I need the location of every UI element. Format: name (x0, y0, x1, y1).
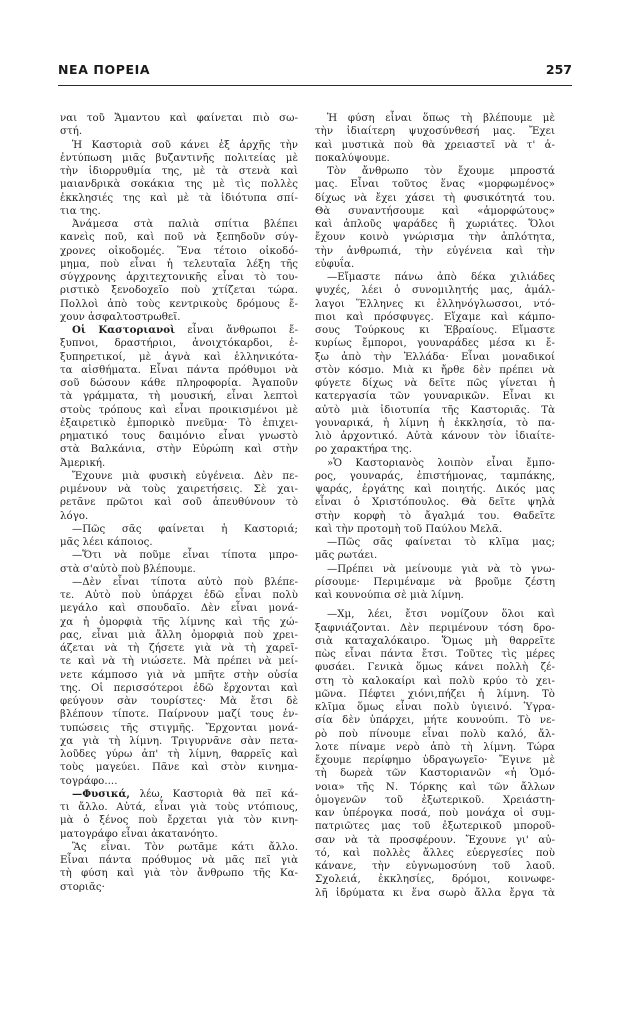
text-line: —Εἴμαστε πάνω ἀπὸ δέκα χιλιάδες (327, 272, 555, 283)
text-line: χα γιὰ τὴ λίμνη. Τριγυρνᾶνε σὰν πετα- (60, 735, 298, 747)
text-line: τε. Αὐτὸ ποὺ ὑπάρχει ἐδῶ εἶναι πολὺ (60, 590, 298, 601)
text-line: —Φυσικά, λέω, Καστοριὰ θὰ πεῖ κά- (72, 787, 298, 800)
text-line: τοὺς μαγεύει. Πᾶνε καὶ στὸν κινημα- (60, 762, 298, 774)
text-line: καὶ κουνούπια σὲ μιὰ λίμνη. (315, 590, 464, 601)
text-line: κάνανε, τὴν εὐγνωμοσύνη τοῦ λαοῦ. (315, 861, 555, 872)
text-line: εὐφυΐα. (315, 258, 355, 270)
text-line: χουν ἀσφαλτοστρωθεῖ. (60, 311, 181, 323)
text-line: τὴν ἰδιαίτερη ψυχοσύνθεσή μας. Ἔχει (315, 126, 555, 138)
text-line: λόγο. (60, 510, 89, 522)
text-line: δίχως νὰ ἔχει χάσει τὴ φυσικότητά του. (315, 192, 555, 204)
text-line: στὰ σ'αὐτὸ ποὺ βλέπουμε. (60, 563, 196, 575)
text-line: Ἡ φύση εἶναι ὅπως τὴ βλέπουμε μὲ (327, 113, 555, 124)
text-line: ρας, εἶναι μιὰ ἄλλη ὀμορφιὰ ποὺ χρει- (60, 629, 298, 641)
text-line: κλῖμα ὅμως εἶναι πολὺ ὑγιεινό. Ὑγρα- (315, 702, 555, 713)
text-line: τογράφο.... (60, 775, 118, 787)
page-number: 257 (545, 62, 572, 77)
text-line: κανεὶς ποῦ, καὶ ποῦ νὰ ξεπηδοῦν σύγ- (60, 232, 298, 244)
text-line: τα αἰσθήματα. Εἶναι πάντα πρόθυμοι νὰ (60, 364, 298, 376)
text-line: Ἀμερική. (60, 457, 106, 469)
text-line: Ἀνάμεσα στὰ παλιὰ σπίτια βλέπει (72, 219, 298, 230)
text-line: —Δὲν εἶναι τίποτα αὐτὸ ποὺ βλέπε- (72, 576, 298, 588)
text-line: νοια» τῆς Ν. Τόρκης καὶ τῶν ἄλλων (315, 781, 555, 793)
text-line: στή. (60, 126, 83, 138)
text-line: ψαράς, ἐργάτης καὶ ποιητής. Δικός μας (315, 484, 555, 495)
text-line: ματογράφο εἶναι ἀκατανόητο. (60, 828, 218, 840)
text-line: αὐτὸ μιὰ ἰδιοτυπία τῆς Καστοριᾶς. Τὰ (315, 404, 555, 416)
text-line: μὰ ὁ ξένος ποὺ ἔρχεται γιὰ τὸν κινη- (60, 815, 298, 827)
running-header (58, 62, 572, 84)
text-line: λιὸ ἀρχοντικό. Αὐτὰ κάνουν τὸν ἰδιαίτε- (315, 431, 555, 442)
text-line: σοῦ δώσουν κάθε πληροφορία. Ἀγαποῦν (60, 378, 298, 389)
text-line: μᾶς λέει κάποιος. (60, 537, 153, 548)
text-line: ἔχουν κοινὸ γνώρισμα τὴν ἁπλότητα, (315, 232, 555, 244)
text-line: Ἔχουνε μιὰ φυσικὴ εὐγένεια. Δὲν πε- (72, 470, 298, 482)
text-line: ρο χαρακτήρα της. (315, 444, 413, 456)
text-line: ξω ἀπὸ τὴν Ἑλλάδα· Εἶναι μοναδικοί (315, 351, 555, 363)
text-line: ἐξαιρετικὸ ἐμπορικὸ πνεῦμα· Τὸ ἐπιχει- (60, 417, 298, 429)
bold-lead: Οἱ Καστοριανοὶ (72, 324, 176, 336)
bold-lead: —Φυσικά, (72, 787, 130, 800)
text-line: στὸν κόσμο. Μιὰ κι ἤρθε δὲν πρέπει νὰ (315, 364, 555, 376)
text-line: τὴ δωρεὰ τῶν Καστοριανῶν «ἡ Ὁμό- (315, 768, 555, 780)
text-line: φυσάει. Γενικὰ ὅμως κάνει πολλὴ ζέ- (315, 662, 555, 674)
text-line: —Πρέπει νὰ μείνουμε γιὰ νὰ τὸ γνω- (327, 563, 555, 575)
text-line: καν ὑπέρογκα ποσά, ποὺ μονάχα οἱ συμ- (315, 808, 555, 819)
text-line: ρὸ ποὺ πίνουμε εἶναι πολὺ καλό, ἄλ- (315, 728, 555, 740)
text-line: νετε κάμποσο γιὰ νὰ μπῆτε στὴν οὐσία (60, 669, 298, 681)
text-line: σύγχρονης ἀρχιτεχτονικῆς εἶναι τὸ του- (60, 272, 298, 283)
text-line: στοριᾶς· (60, 881, 105, 893)
text-line: εἶναι ὁ Χριστόπουλος. Θὰ δεῖτε ψηλὰ (315, 497, 555, 509)
left-column (60, 112, 298, 894)
text-line: άζεται νὰ τὴ ζήσετε γιὰ νὰ τὴ χαρεῖ- (60, 643, 298, 654)
text-line: Ἂς εἶναι. Τὸν ρωτᾶμε κάτι ἄλλο. (72, 841, 298, 853)
text-line: ἐντύπωση μιᾶς βυζαντινῆς πολιτείας μὲ (60, 152, 298, 164)
text-line: γουναρικά, ἡ λίμνη ἡ ἐκκλησία, τὸ πα- (315, 417, 555, 429)
text-line: Πολλοὶ ἀπὸ τοὺς κεντρικοὺς δρόμους ἔ- (60, 298, 298, 310)
text-line: ψυχές, λέει ὁ συνομιλητής μας, ἀμάλ- (315, 285, 555, 297)
text-line: ξαφνιάζονται. Δὲν περιμένουν τόση δρο- (315, 622, 555, 634)
text-line: ἔχουμε περίφημο ὑδραγωγεῖο· Ἔγινε μὲ (315, 755, 555, 766)
text-line: ρετᾶνε πρῶτοι καὶ σοῦ ἀπευθύνουν τὸ (60, 497, 298, 509)
text-line: πατριῶτες μας τοῦ ἐξωτερικοῦ μποροῦ- (315, 821, 555, 833)
text-line: Εἶναι πάντα πρόθυμος νὰ μᾶς πεῖ γιὰ (60, 855, 298, 866)
header-rule (58, 85, 572, 86)
text-line: ρηματικό τους δαιμόνιο εἶναι γνωστὸ (60, 431, 298, 442)
text-line: Τὸν ἄνθρωπο τὸν ἔχουμε μπροστά (327, 166, 555, 177)
text-line: στοὺς τρόπους καὶ εἶναι προικισμένοι μὲ (60, 404, 298, 416)
text-line: ὁμογενῶν τοῦ ἐξωτερικοῦ. Χρειάστη- (315, 794, 555, 806)
text-line: ριστικὸ ξενοδοχεῖο ποὺ χτίζεται τώρα. (60, 285, 298, 297)
text-line: μημα, ποὺ εἶναι ἡ τελευταῖα λέξη τῆς (60, 258, 298, 270)
text-line: —Χμ, λέει, ἔτσι νομίζουν ὅλοι καὶ (327, 609, 555, 621)
text-line: της. Οἱ περισσότεροι ἐδῶ ἔρχονται καὶ (60, 682, 298, 694)
text-line: σιὰ καταχαλόκαιρο. Ὅμως μὴ θαρρεῖτε (315, 635, 555, 647)
text-line: πιοι καὶ πρόσφυγες. Εἴχαμε καὶ κάμπο- (315, 311, 555, 323)
text-line: μῶνα. Πέφτει χιόνι,πήζει ἡ λίμνη. Τὸ (315, 688, 555, 700)
text-line: σία δὲν ὑπάρχει, μήτε κουνούπι. Τὸ νε- (315, 715, 555, 727)
right-column (315, 112, 555, 900)
text-line: χα ἡ ὀμορφιὰ τῆς λίμνης καὶ τῆς χώ- (60, 616, 298, 628)
text-line: ποκαλύψουμε. (315, 152, 390, 164)
text-line: τὴ φύση καὶ γιὰ τὸν ἄνθρωπο τῆς Κα- (60, 868, 298, 880)
text-line: Σχολειά, ἐκκλησίες, δρόμοι, κοινωφε- (315, 874, 555, 886)
text-line: λοῦδες γύρω ἀπ' τὴ λίμνη, θαρρεῖς καὶ (60, 749, 298, 760)
text-line: τὴν ἀνθρωπιά, τὴν εὐγένεια καὶ τὴν (315, 245, 555, 257)
text-line: —Ὅτι νὰ ποῦμε εἶναι τίποτα μπρο- (72, 550, 298, 562)
journal-title: ΝΕΑ ΠΟΡΕΙΑ (58, 62, 151, 77)
text-line: φύγετε δίχως νὰ δεῖτε πῶς γίνεται ἡ (315, 378, 555, 389)
text-line: μεγάλο καὶ σπουδαῖο. Δὲν εἶναι μονά- (60, 603, 298, 615)
text-line: Οἱ Καστοριανοὶ εἶναι ἄνθρωποι ἔ- (72, 324, 298, 336)
text-line: τι ἄλλο. Αὐτά, εἶναι γιὰ τοὺς ντόπιους, (60, 802, 298, 813)
text-line: »Ὁ Καστοριανὸς λοιπὸν εἶναι ἔμπο- (327, 457, 555, 469)
text-line: τυπώσεις τῆς στιγμῆς. Ἔρχονται μονά- (60, 722, 298, 734)
text-line: καὶ τὴν προτομὴ τοῦ Παύλου Μελᾶ. (315, 523, 503, 535)
text-line: Ἡ Καστοριὰ σοῦ κάνει ἐξ ἀρχῆς τὴν (72, 139, 298, 151)
text-line: Θὰ συναντήσουμε καὶ «ἀμορφώτους» (315, 205, 555, 217)
text-line: τια της. (60, 205, 101, 217)
text-line: μᾶς ρωτάει. (315, 550, 378, 562)
text-line: πὼς εἶναι πάντα ἔτσι. Τοῦτες τὶς μέρες (315, 649, 555, 660)
text-line: ριμένουν νὰ τοὺς χαιρετήσεις. Σὲ χαι- (60, 484, 298, 495)
text-line: ναι τοῦ Ἄμαντου καὶ φαίνεται πιὸ σω- (60, 113, 298, 124)
text-line: καὶ ἁπλοῦς ψαράδες ἢ χωριάτες. Ὅλοι (315, 219, 555, 230)
text-line: τε καὶ νὰ τὴ νιώσετε. Μὰ πρέπει νὰ μεί- (60, 656, 298, 668)
text-line: χρονες οἰκοδομές. Ἕνα τέτοιο οἰκοδό- (60, 245, 298, 257)
text-line: σαν νὰ τὰ προσφέρουν. Ἔχουνε γι' αὐ- (315, 834, 555, 846)
text-line: φεύγουν σὰν τουρίστες· Μὰ ἔτσι δὲ (60, 696, 298, 707)
text-line: λῆ ἱδρύματα κι ἕνα σωρὸ ἄλλα ἔργα τὰ (315, 887, 555, 899)
text-line: μας. Εἶναι τοῦτος ἕνας «μορφωμένος» (315, 179, 555, 191)
text-line: ρος, γουναράς, ἐπιστήμονας, ταμπάκης, (315, 470, 555, 482)
text-line: τό, καὶ πολλὲς ἄλλες εὐεργεσίες ποὺ (315, 847, 555, 859)
text-line: —Πῶς σᾶς φαίνεται τὸ κλῖμα μας; (327, 537, 555, 548)
text-line: ξυπηρετικοί, μὲ ἁγνὰ καὶ ἑλληνικότα- (60, 351, 298, 363)
text-line: —Πῶς σᾶς φαίνεται ἡ Καστοριά; (72, 523, 298, 535)
text-line: ξυπνοι, δραστήριοι, ἀνοιχτόκαρδοι, ἐ- (60, 338, 298, 350)
text-line: σους Τούρκους κι Ἑβραίους. Εἴμαστε (315, 325, 555, 336)
text-line: λαγοι Ἕλληνες κι ἑλληνόγλωσσοι, ντό- (315, 298, 555, 310)
text-line: λοτε πίναμε νερὸ ἀπὸ τὴ λίμνη. Τώρα (315, 741, 555, 753)
text-line: ρίσουμε· Περιμέναμε νὰ βροῦμε ζέστη (315, 576, 555, 588)
text-line: μαιανδρικὰ σοκάκια της μὲ τὶς πολλὲς (60, 179, 298, 191)
text-line: κατεργασία τῶν γουναρικῶν. Εἶναι κι (315, 391, 555, 403)
text-line: κυρίως ἔμποροι, γουναράδες μέσα κι ἔ- (315, 338, 555, 350)
text-line: στὴν κορφὴ τὸ ἄγαλμά του. Θαδεῖτε (315, 510, 555, 522)
text-line: ἐκκλησιές της καὶ μὲ τὰ ἰδιότυπα σπί- (60, 192, 298, 204)
text-line: καὶ μυστικὰ ποὺ θὰ χρειαστεῖ νὰ τ' ἀ- (315, 139, 555, 151)
text-line: τὴν ἰδιορρυθμία της, μὲ τὰ στενὰ καὶ (60, 166, 298, 177)
text-line: στη τὸ καλοκαίρι καὶ πολὺ κρύο τὸ χει- (315, 675, 555, 687)
text-line: στὰ Βαλκάνια, στὴν Εὐρώπη καὶ στὴν (60, 444, 298, 456)
text-line: βλέπουν τίποτε. Παίρνουν μαζί τους ἐν- (60, 709, 298, 721)
text-line: τὰ γράμματα, τὴ μουσική, εἶναι λεπτοὶ (60, 391, 298, 403)
